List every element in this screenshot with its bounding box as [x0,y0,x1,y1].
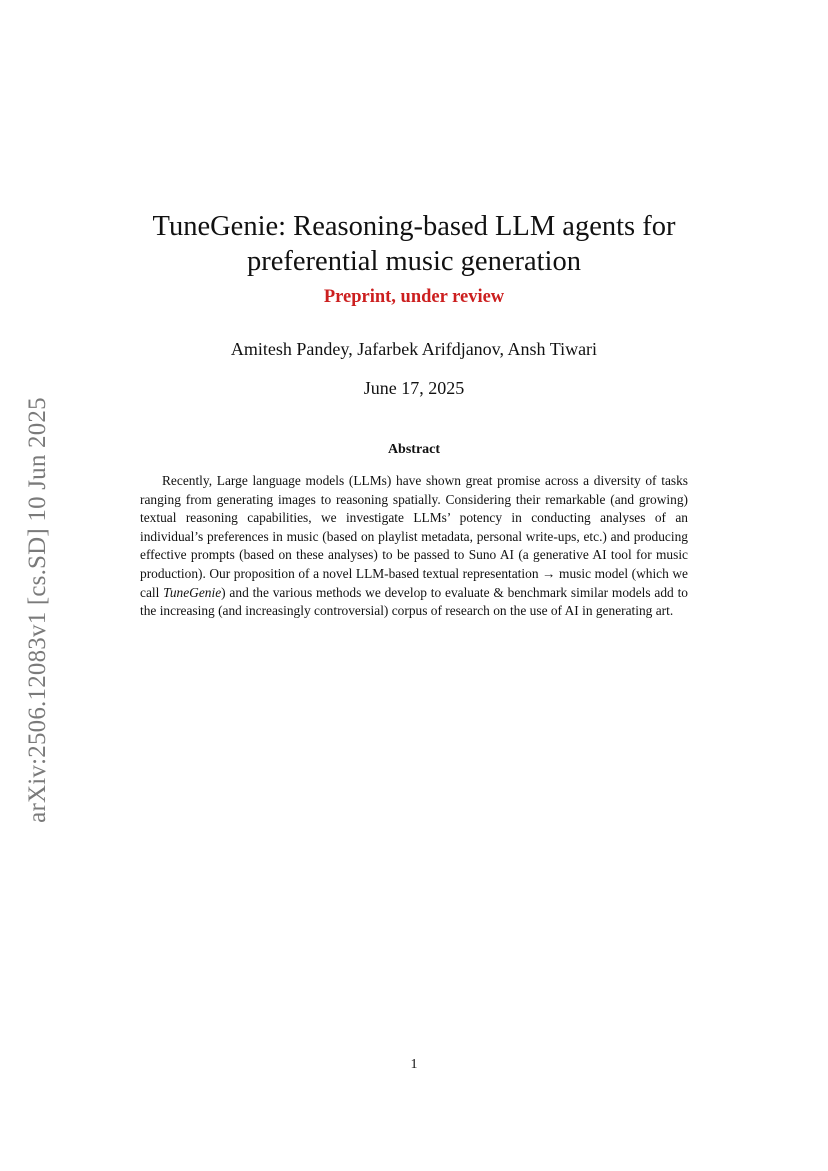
page-number: 1 [410,1057,418,1072]
abstract-text-part-2: ) and the various methods we develop to evaluate & benchmark similar models add to the increasing (and increasingly controversial) corpus of research on the use of AI in generating art. [140,584,688,619]
paper-title-line-1: TuneGenie: Reasoning-based LLM agents for [152,211,676,242]
abstract-text-part-1: Recently, Large language models (LLMs) have shown great promise across a diversity of tasks ranging from generating images to reasoning spatially. Considering their remarkable (and growing) textual reasoning capabilities, we investigate LLMs’ potency in conducting analyses of an individual’s preferences in music (based on playlist metadata, personal write-ups, etc.) and producing effective prompts (based on these analyses) to be passed to Suno AI (a generative AI tool for music production). Our proposition of a novel LLM-based textual representation → music model (which we call [140,473,688,600]
preprint-status: Preprint, under review [323,287,505,307]
paper-title-line-2: preferential music generation [247,246,581,277]
publication-date: June 17, 2025 [363,378,465,398]
abstract-heading: Abstract [387,442,441,457]
abstract-body [140,472,688,621]
abstract-model-name: TuneGenie [163,584,222,600]
paper-title [0,209,828,279]
author-list: Amitesh Pandey, Jafarbek Arifdjanov, Ansh Tiwari [230,339,598,359]
arxiv-identifier-stamp: arXiv:2506.12083v1 [cs.SD] 10 Jun 2025 [24,397,51,823]
